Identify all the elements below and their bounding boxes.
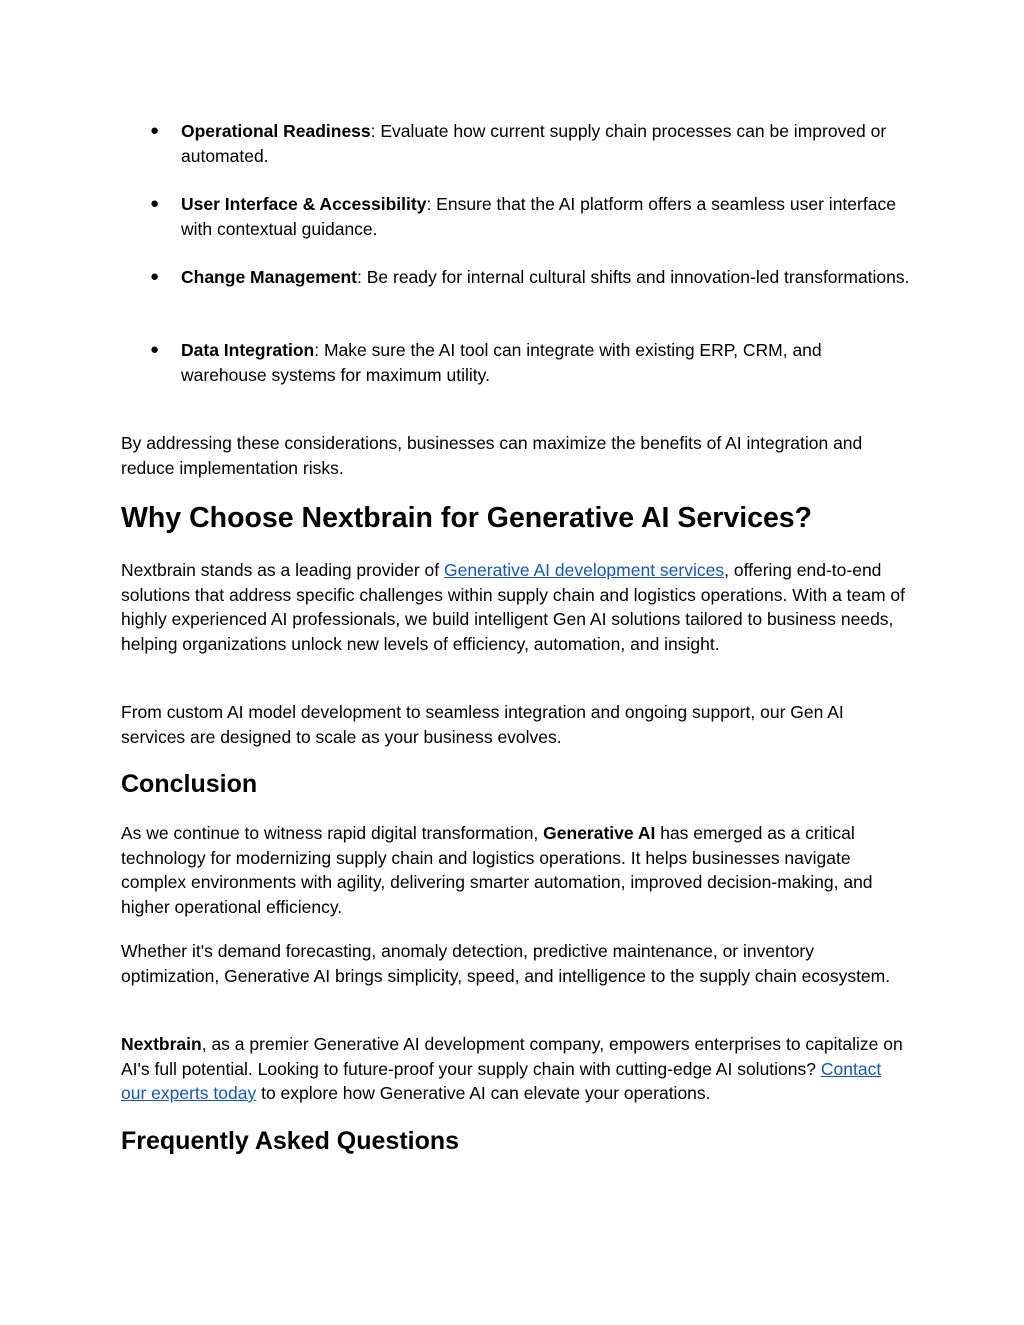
paragraph-text: has emerged as a critical technology for modernizing supply chain and logistics operations. It helps businesses navigate complex environments with agility, delivering smarter automation, improved decision-making, and higher operational efficiency. [121, 823, 873, 917]
nextbrain-emphasis: Nextbrain [121, 1034, 202, 1054]
generative-ai-emphasis: Generative AI [543, 823, 656, 843]
services-scale-paragraph: From custom AI model development to seamless integration and ongoing support, our Gen AI services are designed to scale as your business evolves. [121, 702, 844, 747]
generative-ai-services-link[interactable]: Generative AI development services [443, 560, 725, 580]
paragraph-text: to explore how Generative AI can elevate your operations. [256, 1083, 711, 1103]
faq-heading: Frequently Asked Questions [121, 1127, 460, 1155]
why-choose-heading: Why Choose Nextbrain for Generative AI Services? [121, 502, 813, 534]
conclusion-paragraph [121, 821, 911, 919]
list-item-term: User Interface & Accessibility [181, 194, 427, 214]
conclusion-heading: Conclusion [121, 770, 258, 798]
list-item-text [181, 265, 911, 290]
list-item-text [181, 338, 911, 387]
list-item-description: : Ensure that the AI platform offers a seamless user interface with contextual guidance. [181, 194, 896, 239]
conclusion-paragraph-2: Whether it's demand forecasting, anomaly detection, predictive maintenance, or inventory optimization, Generative AI brings simplicity, speed, and intelligence to the supply chain ecosystem. [121, 941, 891, 986]
conclusion-paragraph-3 [121, 1032, 911, 1106]
bullet-icon: ● [150, 195, 160, 212]
list-item-term: Data Integration [181, 340, 315, 360]
list-item-term: Operational Readiness [181, 121, 371, 141]
bullet-icon: ● [150, 268, 160, 285]
list-item-text [181, 119, 911, 168]
considerations-paragraph: By addressing these considerations, businesses can maximize the benefits of AI integration and reduce implementation risks. [121, 433, 863, 478]
why-choose-paragraph [121, 558, 911, 656]
paragraph-text: Nextbrain stands as a leading provider of [121, 560, 444, 580]
contact-experts-link[interactable]: Contact our experts today [121, 1058, 882, 1103]
list-item-description: : Be ready for internal cultural shifts and innovation-led transformations. [357, 267, 910, 287]
list-item-term: Change Management [181, 267, 357, 287]
bullet-icon: ● [150, 122, 160, 139]
paragraph-text: , as a premier Generative AI development company, empowers enterprises to capitalize on AI's full potential. Looking to future-proof your supply chain with cutting-edge AI solutions? [121, 1034, 903, 1079]
list-item-description: : Evaluate how current supply chain processes can be improved or automated. [181, 121, 887, 166]
paragraph-text: As we continue to witness rapid digital transformation, [121, 823, 544, 843]
list-item-description: : Make sure the AI tool can integrate with existing ERP, CRM, and warehouse systems for maximum utility. [181, 340, 822, 385]
paragraph-text: , offering end-to-end solutions that address specific challenges within supply chain and logistics operations. With a team of highly experienced AI professionals, we build intelligent Gen AI solutions tailored to business needs, helping organizations unlock new levels of efficiency, automation, and insight. [121, 560, 906, 654]
list-item-text [181, 192, 911, 241]
bullet-icon: ● [150, 341, 160, 358]
